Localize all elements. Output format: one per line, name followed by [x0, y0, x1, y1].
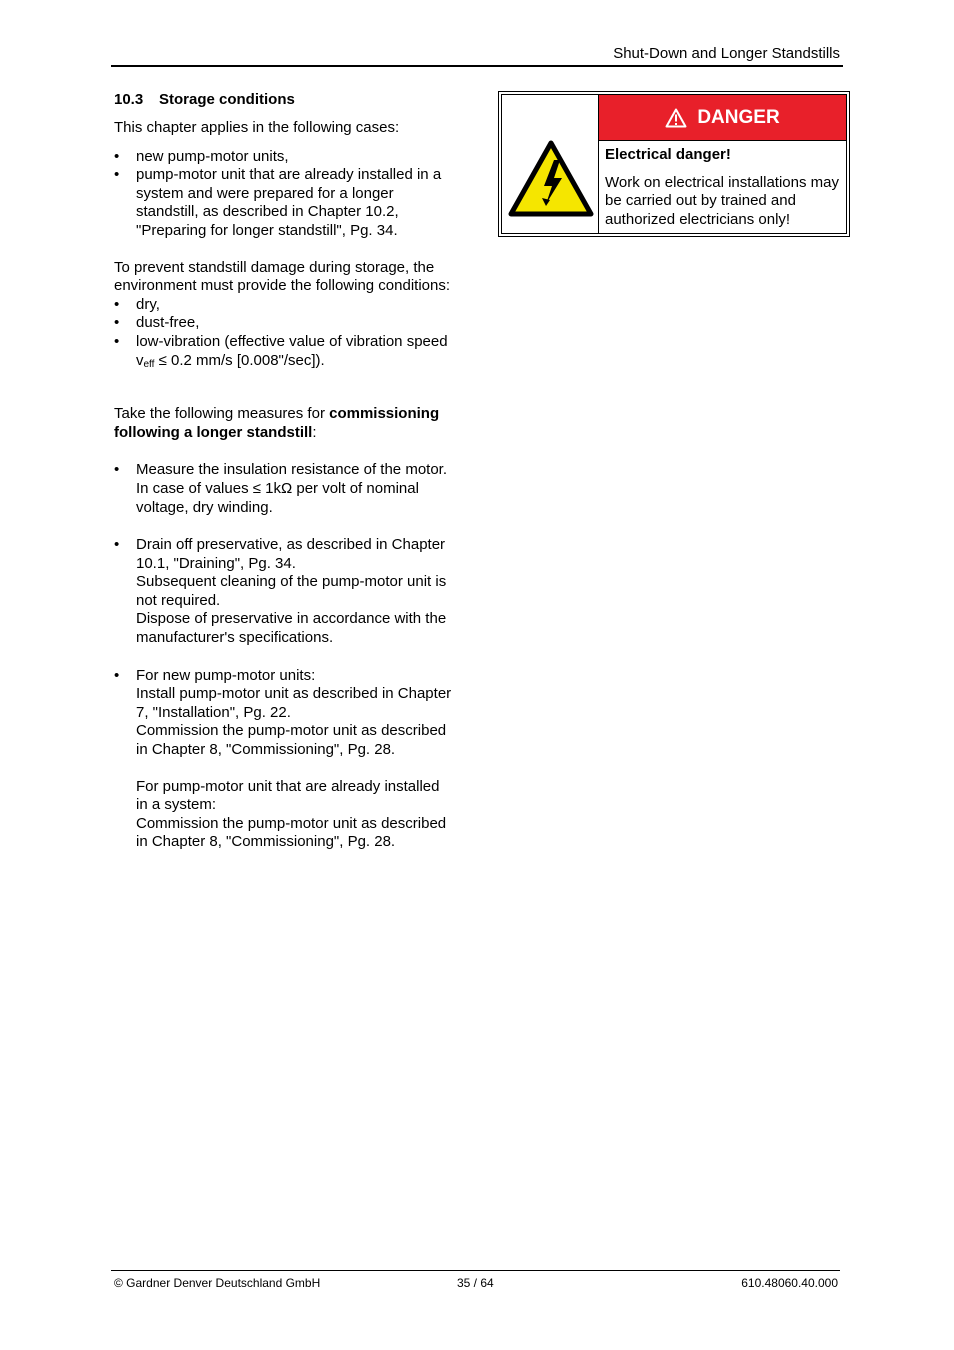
vibration-prefix: low-vibration (effective value of vibration speed v	[136, 332, 448, 369]
drain-line2: Subsequent cleaning of the pump-motor unit is not required.	[136, 573, 447, 609]
main-column	[114, 90, 454, 871]
high-voltage-warning-icon	[508, 140, 594, 218]
danger-notice-inner	[501, 94, 847, 234]
drain-line3: Dispose of preservative in accordance with the manufacturer's specifications.	[136, 610, 447, 647]
list-item-vibration	[114, 333, 454, 370]
installed-units-line1: For pump-motor unit that are already installed in a system:	[136, 777, 440, 814]
new-units-line2: Install pump-motor unit as described in Chapter 7, "Installation", Pg. 22.	[136, 685, 452, 721]
insulation-line2: In case of values ≤ 1kΩ per volt of nominal voltage, dry winding.	[136, 479, 419, 516]
installed-units-line2: Commission the pump-motor unit as described in Chapter 8, "Commissioning", Pg. 28.	[136, 814, 447, 851]
measures-list	[114, 461, 454, 852]
measures-intro-bold: commissioning following a longer standstill	[114, 405, 440, 441]
list-item-insulation	[114, 461, 454, 517]
footer-page-number: 35 / 64	[457, 1276, 494, 1290]
list-item: • new pump-motor units,	[114, 148, 454, 167]
section-number: 10.3	[114, 91, 144, 108]
list-item-drain	[114, 536, 454, 648]
footer-copyright: © Gardner Denver Deutschland GmbH	[114, 1276, 321, 1290]
measures-intro	[114, 405, 454, 442]
insulation-line1: • Measure the insulation resistance of the motor.	[136, 461, 448, 479]
danger-notice	[498, 91, 850, 237]
installed-units-block	[136, 778, 454, 852]
intro-text: This chapter applies in the following cases:	[114, 119, 400, 136]
header-rule	[111, 65, 843, 67]
list-item: • dry,	[114, 296, 454, 315]
footer-rule	[111, 1270, 840, 1271]
section-title: Storage conditions	[159, 91, 295, 108]
drain-line1: • Drain off preservative, as described in Chapter 10.1, "Draining", Pg. 34.	[136, 536, 446, 572]
header-title: Shut-Down and Longer Standstills	[613, 45, 840, 62]
environment-list	[114, 296, 454, 370]
danger-title: Electrical danger!	[605, 146, 731, 163]
vibration-subscript: eff	[143, 358, 155, 370]
danger-header	[599, 95, 846, 141]
new-units-line3: Commission the pump-motor unit as described in Chapter 8, "Commissioning", Pg. 28.	[136, 722, 447, 759]
list-item-commissioning	[114, 667, 454, 852]
measures-intro-suffix: :	[312, 423, 317, 441]
warning-triangle-icon	[665, 108, 687, 128]
cases-list	[114, 148, 454, 241]
danger-label: DANGER	[697, 106, 780, 128]
danger-text: Work on electrical installations may be carried out by trained and authorized electricians only!	[605, 173, 839, 228]
section-heading	[114, 90, 454, 110]
list-item: • dust-free,	[114, 314, 454, 333]
new-units-line1: • For new pump-motor units:	[136, 666, 316, 684]
danger-body	[605, 146, 843, 229]
vibration-suffix: ≤ 0.2 mm/s [0.008"/sec]).	[154, 351, 325, 369]
list-item: • pump-motor unit that are already installed in a system and were prepared for a longer standstill, as described in Chapter 10.2, "Preparing for longer standstill", Pg. 34.	[114, 166, 454, 240]
environment-paragraph: To prevent standstill damage during storage, the environment must provide the following conditions:	[114, 258, 451, 295]
danger-icon-cell	[502, 95, 599, 233]
footer-doc-number: 610.48060.40.000	[741, 1276, 838, 1290]
measures-intro-prefix: Take the following measures for	[114, 405, 330, 423]
